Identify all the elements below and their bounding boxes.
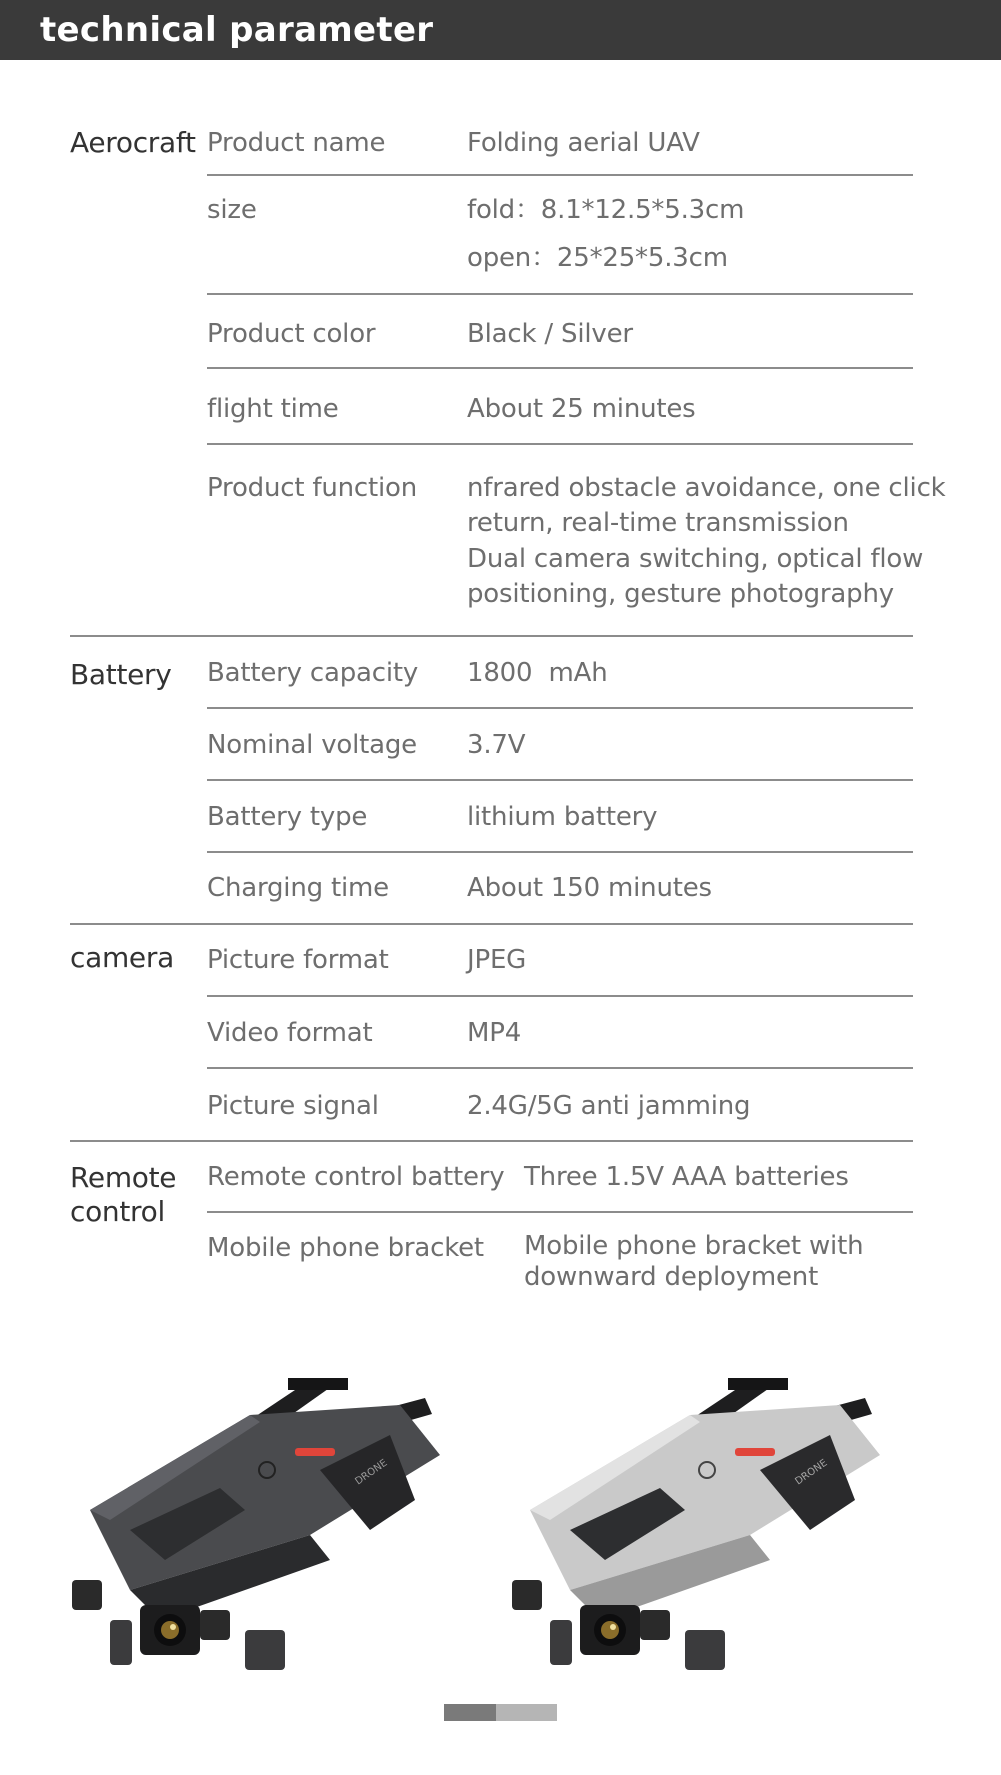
param-label-nominal-voltage: Nominal voltage <box>207 730 417 760</box>
param-value-picture-signal: 2.4G/5G anti jamming <box>467 1091 751 1121</box>
param-label-flight-time: flight time <box>207 394 339 424</box>
image-carousel-indicator[interactable] <box>444 1704 557 1721</box>
param-value-flight-time: About 25 minutes <box>467 394 696 424</box>
param-label-product-function: Product function <box>207 473 417 503</box>
param-label-picture-format: Picture format <box>207 945 389 975</box>
section-label-aerocraft: Aerocraft <box>70 126 196 159</box>
row-divider <box>207 1211 913 1213</box>
indicator-active <box>444 1704 496 1721</box>
param-value-product-function-line1: nfrared obstacle avoidance, one click <box>467 473 946 503</box>
param-value-size-fold: fold：8.1*12.5*5.3cm <box>467 195 745 225</box>
param-value-mobile-phone-bracket-line1: Mobile phone bracket with <box>524 1231 864 1261</box>
page-title: technical parameter <box>40 10 434 50</box>
param-value-product-function-line3: Dual camera switching, optical flow <box>467 544 924 574</box>
row-divider <box>207 851 913 853</box>
row-divider <box>207 995 913 997</box>
indicator-inactive <box>492 1704 557 1721</box>
svg-text:DRONE: DRONE <box>793 1457 830 1488</box>
param-label-size: size <box>207 195 257 225</box>
param-value-battery-type: lithium battery <box>467 802 658 832</box>
param-value-product-function-line2: return, real-time transmission <box>467 508 849 538</box>
param-value-product-color: Black / Silver <box>467 319 633 349</box>
param-label-charging-time: Charging time <box>207 873 389 903</box>
row-divider <box>207 779 913 781</box>
section-divider <box>70 635 913 637</box>
param-value-battery-capacity: 1800 mAh <box>467 658 608 688</box>
param-label-remote-control-battery: Remote control battery <box>207 1162 505 1192</box>
param-label-battery-type: Battery type <box>207 802 368 832</box>
row-divider <box>207 367 913 369</box>
param-value-nominal-voltage: 3.7V <box>467 730 526 760</box>
section-label-camera: camera <box>70 941 174 974</box>
row-divider <box>207 1067 913 1069</box>
param-label-mobile-phone-bracket: Mobile phone bracket <box>207 1233 484 1263</box>
section-label-battery: Battery <box>70 658 172 691</box>
silver-drone-image <box>510 1360 930 1680</box>
header-bar <box>0 0 1001 60</box>
param-value-size-open: open：25*25*5.3cm <box>467 243 728 273</box>
row-divider <box>207 174 913 176</box>
section-label-remote-control-line2: control <box>70 1195 165 1228</box>
param-value-remote-control-battery: Three 1.5V AAA batteries <box>524 1162 849 1192</box>
section-divider <box>70 923 913 925</box>
row-divider <box>207 293 913 295</box>
param-label-product-name: Product name <box>207 128 386 158</box>
param-value-product-name: Folding aerial UAV <box>467 128 700 158</box>
param-value-product-function-line4: positioning, gesture photography <box>467 579 894 609</box>
param-label-battery-capacity: Battery capacity <box>207 658 419 688</box>
param-value-picture-format: JPEG <box>467 945 527 975</box>
param-value-video-format: MP4 <box>467 1018 522 1048</box>
param-label-product-color: Product color <box>207 319 376 349</box>
svg-text:DRONE: DRONE <box>353 1457 390 1488</box>
param-label-picture-signal: Picture signal <box>207 1091 379 1121</box>
section-divider <box>70 1140 913 1142</box>
param-label-video-format: Video format <box>207 1018 373 1048</box>
section-label-remote-control-line1: Remote <box>70 1161 177 1194</box>
row-divider <box>207 707 913 709</box>
param-value-mobile-phone-bracket-line2: downward deployment <box>524 1262 819 1292</box>
param-value-charging-time: About 150 minutes <box>467 873 712 903</box>
row-divider <box>207 443 913 445</box>
black-drone-image <box>70 1360 490 1680</box>
